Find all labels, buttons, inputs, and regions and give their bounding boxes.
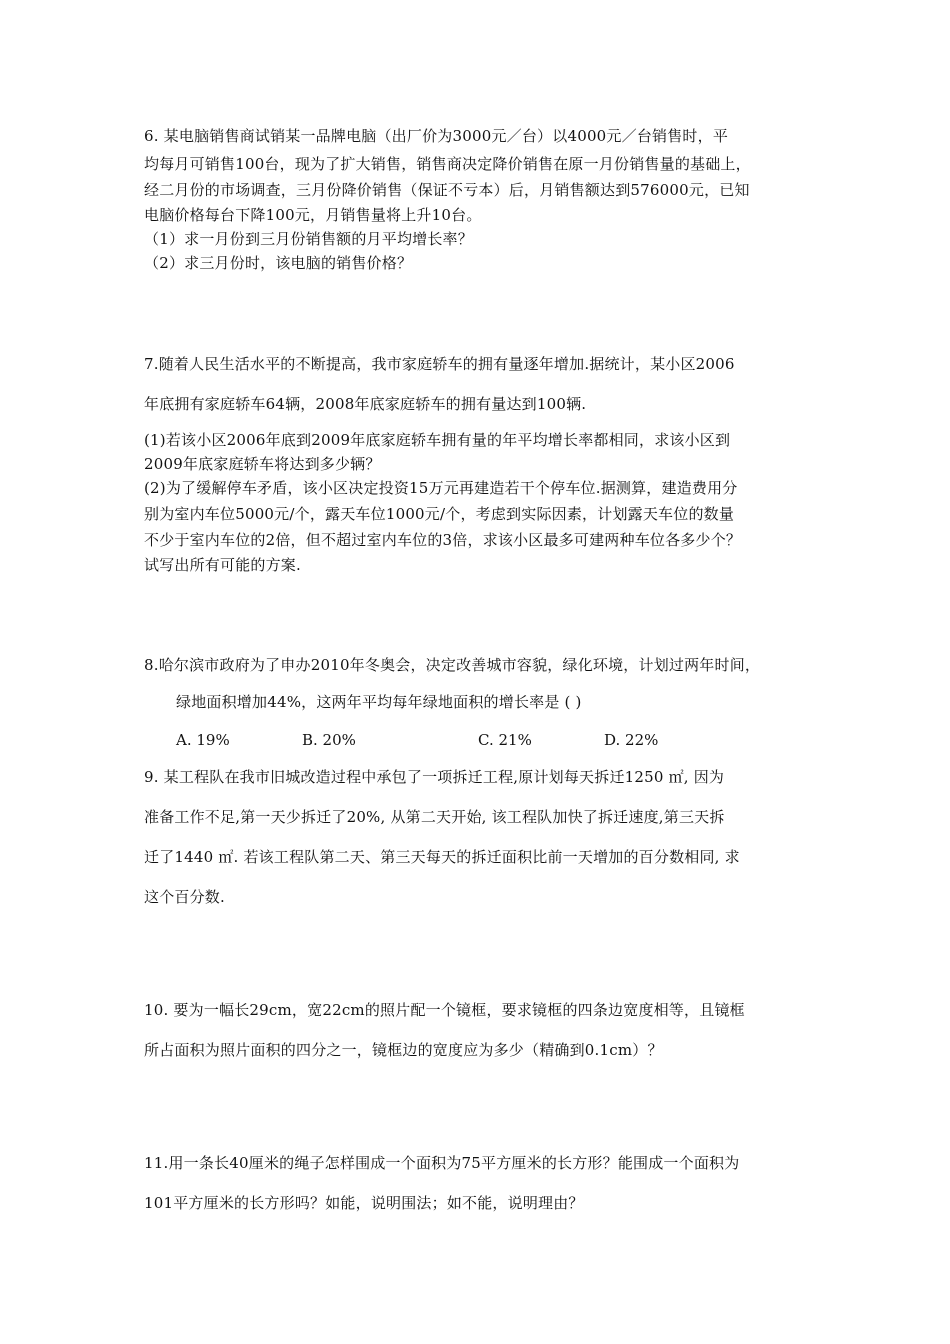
q8-option-a: A. 19% <box>176 731 230 749</box>
q8-line-2: 绿地面积增加44%，这两年平均每年绿地面积的增长率是 ( ) <box>176 693 582 711</box>
q11-line-2: 101平方厘米的长方形吗？如能，说明围法；如不能，说明理由？ <box>144 1194 584 1212</box>
q7-line-2: 年底拥有家庭轿车64辆，2008年底家庭轿车的拥有量达到100辆. <box>144 395 587 413</box>
q6-part-1: （1）求一月份到三月份销售额的月平均增长率？ <box>144 230 473 248</box>
q10-line-1: 10. 要为一幅长29cm，宽22cm的照片配一个镜框，要求镜框的四条边宽度相等，且镜框 <box>144 1001 745 1019</box>
q8-option-b: B. 20% <box>302 731 356 749</box>
q7-part-1-line-1: (1)若该小区2006年底到2009年底家庭轿车拥有量的年平均增长率都相同，求该小区到 <box>144 431 731 449</box>
q11-line-1: 11.用一条长40厘米的绳子怎样围成一个面积为75平方厘米的长方形？能围成一个面积为 <box>144 1154 740 1172</box>
q6-line-3: 经二月份的市场调查，三月份降价销售（保证不亏本）后，月销售额达到576000元，已知 <box>144 181 750 199</box>
q6-part-2: （2）求三月份时，该电脑的销售价格？ <box>144 254 413 272</box>
q7-part-2-line-1: (2)为了缓解停车矛盾，该小区决定投资15万元再建造若干个停车位.据测算，建造费用分 <box>144 479 738 497</box>
q8-line-1: 8.哈尔滨市政府为了申办2010年冬奥会，决定改善城市容貌，绿化环境，计划过两年时间， <box>144 656 761 674</box>
q9-line-2: 准备工作不足,第一天少拆迁了20%, 从第二天开始, 该工程队加快了拆迁速度,第三天拆 <box>144 808 725 826</box>
q10-line-2: 所占面积为照片面积的四分之一，镜框边的宽度应为多少（精确到0.1cm）？ <box>144 1041 663 1059</box>
q7-part-2-line-4: 试写出所有可能的方案. <box>144 556 301 574</box>
q7-line-1: 7.随着人民生活水平的不断提高，我市家庭轿车的拥有量逐年增加.据统计，某小区2006 <box>144 355 735 373</box>
q8-option-c: C. 21% <box>478 731 532 749</box>
q8-option-d: D. 22% <box>604 731 659 749</box>
q7-part-2-line-3: 不少于室内车位的2倍，但不超过室内车位的3倍，求该小区最多可建两种车位各多少个？ <box>144 531 742 549</box>
q6-line-2: 均每月可销售100台，现为了扩大销售，销售商决定降价销售在原一月份销售量的基础上， <box>144 155 751 173</box>
q7-part-2-line-2: 别为室内车位5000元/个，露天车位1000元/个，考虑到实际因素，计划露天车位的数量 <box>144 505 735 523</box>
q6-line-1: 6. 某电脑销售商试销某一品牌电脑（出厂价为3000元／台）以4000元／台销售时，平 <box>144 127 729 145</box>
q6-line-4: 电脑价格每台下降100元，月销售量将上升10台。 <box>144 206 482 224</box>
q9-line-4: 这个百分数. <box>144 888 225 906</box>
q7-part-1-line-2: 2009年底家庭轿车将达到多少辆？ <box>144 455 381 473</box>
q9-line-1: 9. 某工程队在我市旧城改造过程中承包了一项拆迁工程,原计划每天拆迁1250 ㎡, 因为 <box>144 768 725 786</box>
q9-line-3: 迁了1440 ㎡. 若该工程队第二天、第三天每天的拆迁面积比前一天增加的百分数相同, 求 <box>144 848 740 866</box>
